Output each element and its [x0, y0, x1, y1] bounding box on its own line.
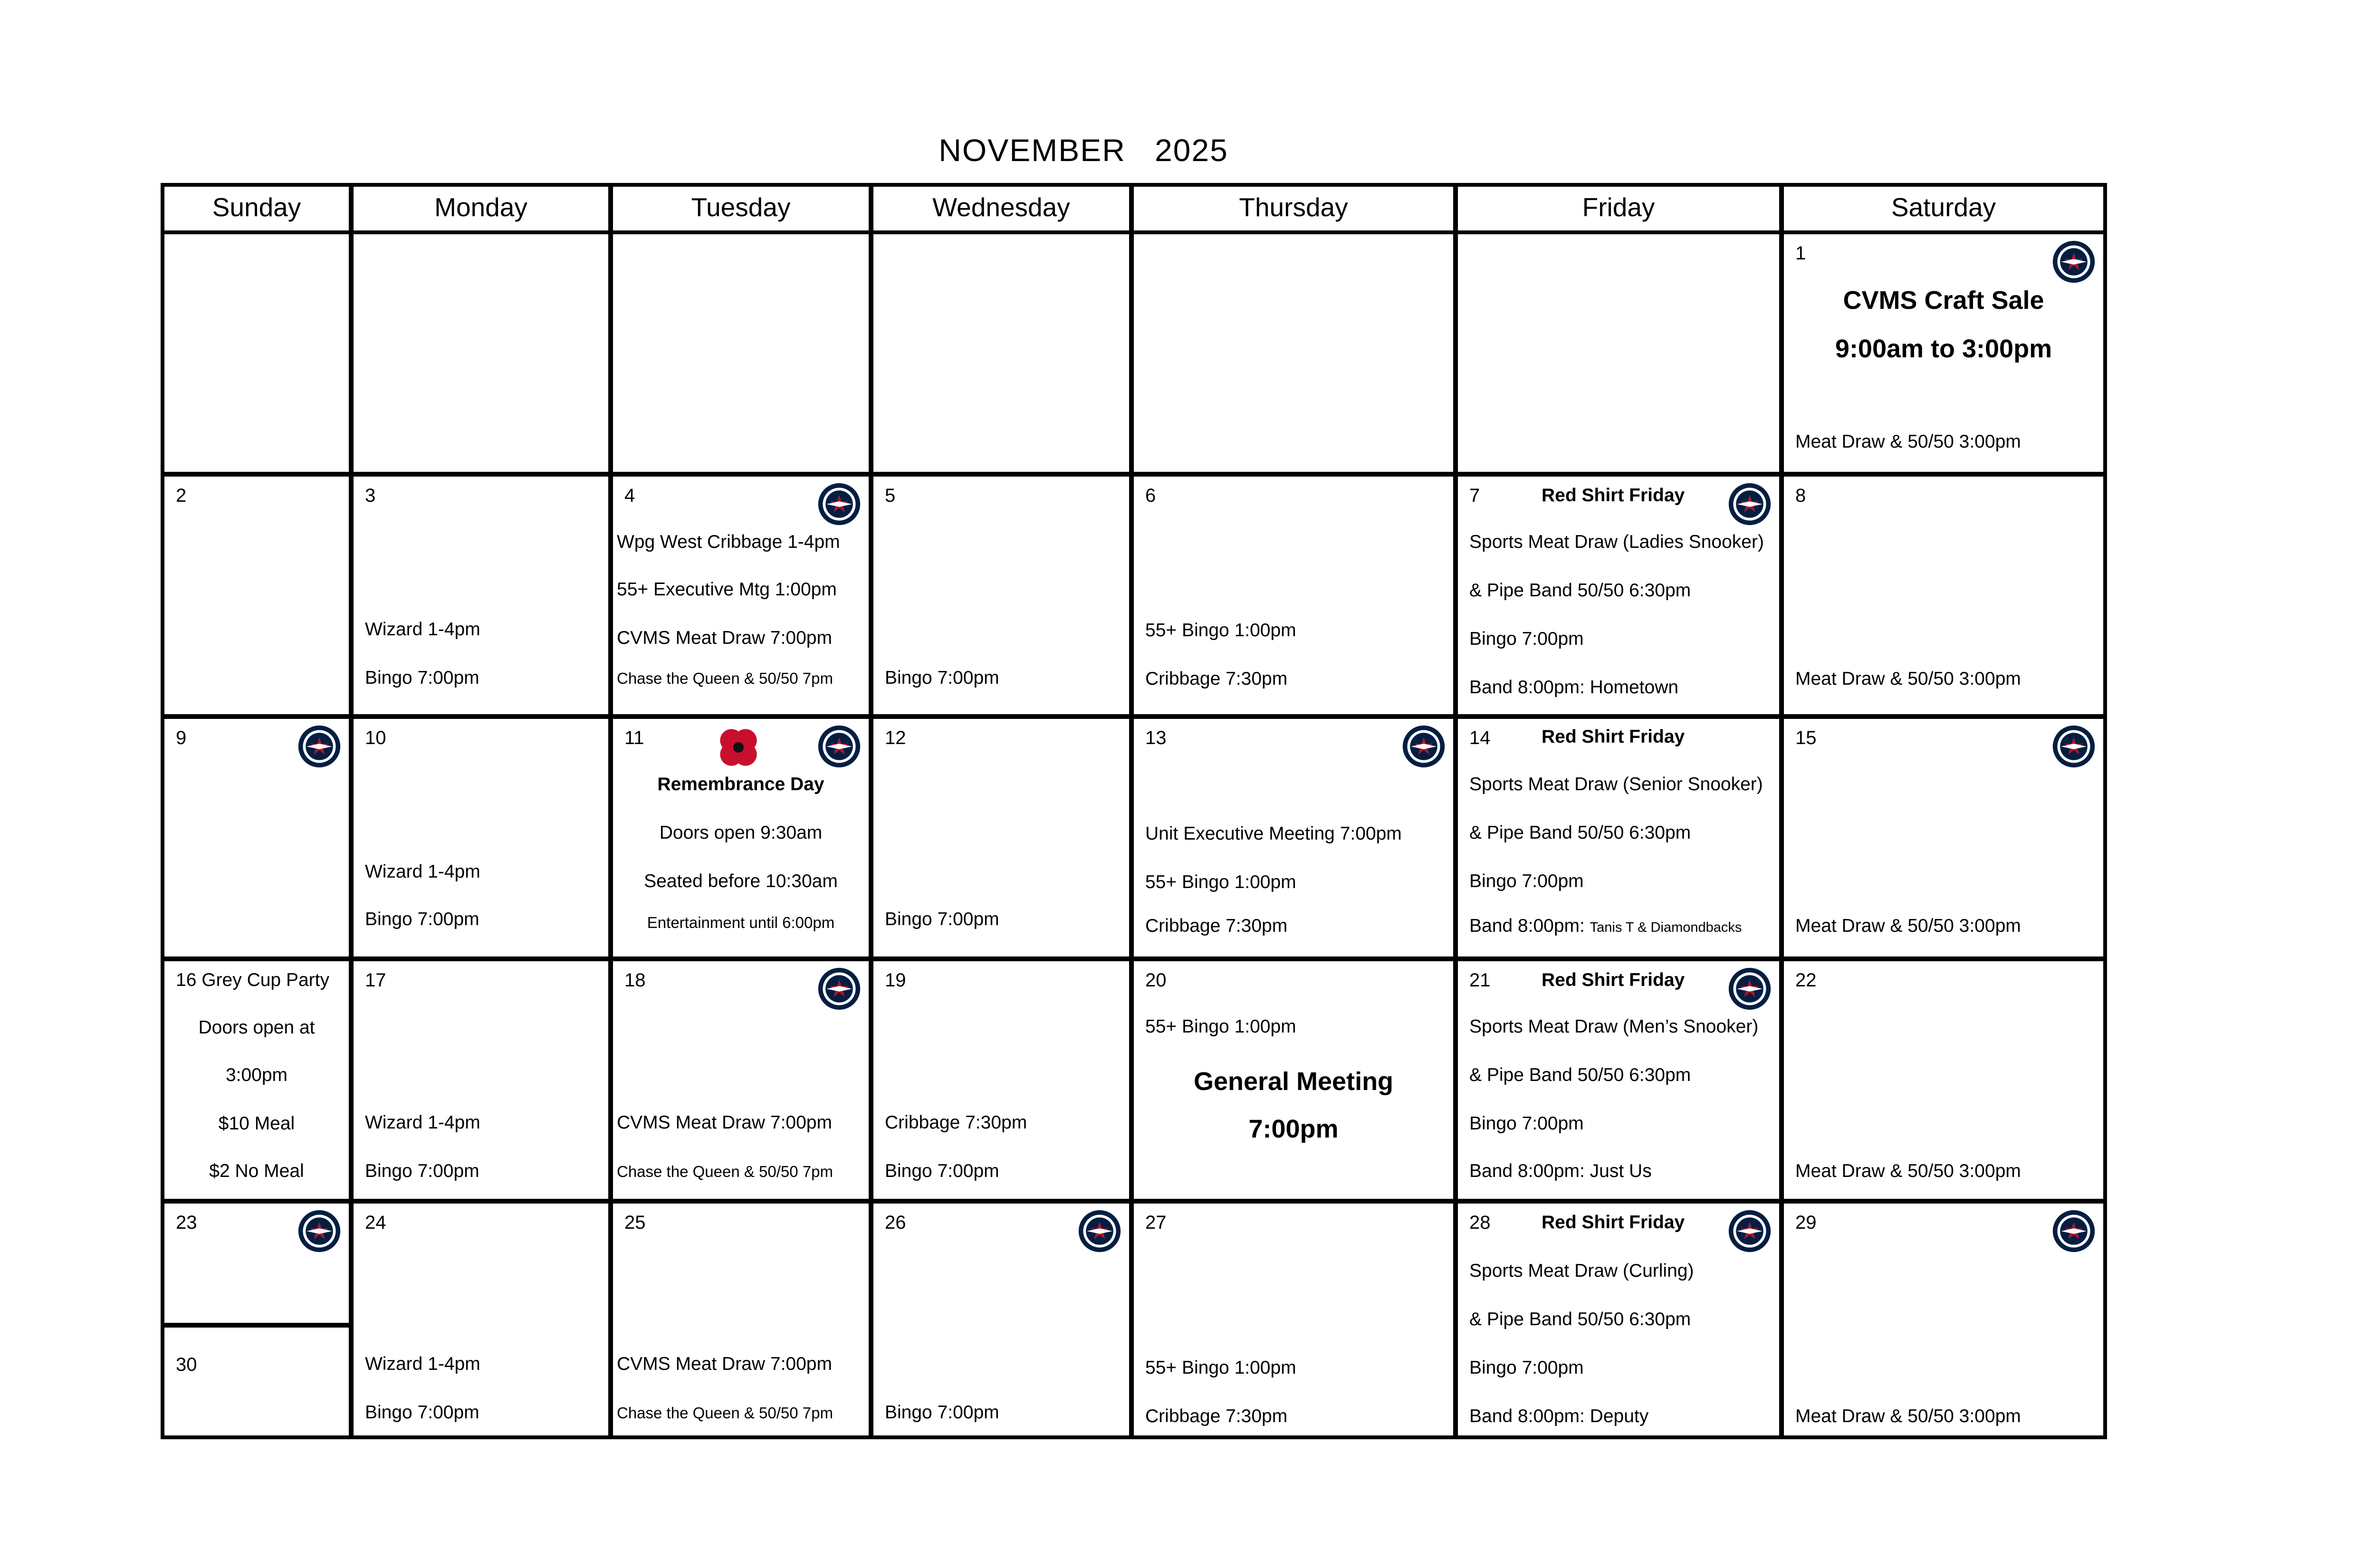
- day-number: 10: [365, 727, 386, 748]
- event-line: Doors open at: [198, 1017, 315, 1038]
- day-number: 19: [885, 970, 906, 991]
- day-number: 3: [365, 485, 376, 506]
- event-line: Meat Draw & 50/50 3:00pm: [1795, 669, 2021, 689]
- event-line: CVMS Meat Draw 7:00pm: [617, 1112, 832, 1133]
- day-cell-5: [873, 477, 1129, 714]
- jets-logo-icon: [2051, 1208, 2097, 1254]
- day-cell-4: [613, 477, 869, 714]
- event-line: Bingo 7:00pm: [1469, 1358, 1584, 1378]
- calendar-grid: [161, 183, 2107, 1439]
- header-monday: Monday: [434, 192, 527, 222]
- event-title: General Meeting: [1193, 1067, 1394, 1096]
- event-line: Band 8:00pm: Deputy: [1469, 1406, 1649, 1426]
- day-number: 12: [885, 727, 906, 748]
- day-number: 24: [365, 1212, 386, 1233]
- event-line: [1469, 916, 1742, 937]
- header-wednesday: Wednesday: [932, 192, 1070, 222]
- header-thursday: Thursday: [1239, 192, 1348, 222]
- day-number: 22: [1795, 970, 1817, 991]
- jets-logo-icon: [1727, 966, 1772, 1012]
- jets-logo-icon: [1077, 1208, 1122, 1254]
- event-line: Bingo 7:00pm: [885, 668, 999, 688]
- event-line: & Pipe Band 50/50 6:30pm: [1469, 822, 1691, 843]
- day-cell-10: [354, 719, 608, 956]
- day-cell-14: [1458, 719, 1779, 956]
- header-tuesday: Tuesday: [691, 192, 791, 222]
- event-title: CVMS Craft Sale: [1843, 286, 2044, 315]
- day-number: 13: [1145, 727, 1167, 748]
- event-line: Cribbage 7:30pm: [1145, 1406, 1288, 1426]
- event-line: Chase the Queen & 50/50 7pm: [617, 669, 833, 687]
- event-line: Cribbage 7:30pm: [1145, 916, 1288, 936]
- day-number: 16: [176, 970, 197, 990]
- day-number: 4: [624, 485, 635, 506]
- event-heading: Red Shirt Friday: [1542, 1212, 1685, 1233]
- day-number: 29: [1795, 1212, 1817, 1233]
- event-time: 9:00am to 3:00pm: [1835, 335, 2052, 363]
- day-number: 14: [1469, 727, 1491, 748]
- event-line: Band 8:00pm: Just Us: [1469, 1161, 1652, 1181]
- day-cell-22: [1784, 961, 2103, 1199]
- event-line: & Pipe Band 50/50 6:30pm: [1469, 1065, 1691, 1085]
- day-number: 18: [624, 970, 646, 991]
- day-cell-30: [164, 1328, 349, 1435]
- event-line: Bingo 7:00pm: [365, 1161, 479, 1181]
- event-line: Bingo 7:00pm: [1469, 1113, 1584, 1134]
- event-line: 55+ Bingo 1:00pm: [1145, 1358, 1296, 1378]
- day-number: 9: [176, 727, 187, 748]
- event-line: Bingo 7:00pm: [365, 1402, 479, 1423]
- event-line: Bingo 7:00pm: [1469, 871, 1584, 891]
- jets-logo-icon: [816, 724, 862, 769]
- day-cell-20: [1134, 961, 1453, 1199]
- band-label: Band 8:00pm:: [1469, 916, 1590, 936]
- day-number: 7: [1469, 485, 1480, 506]
- day-number: 2: [176, 485, 187, 506]
- event-line: Seated before 10:30am: [644, 871, 838, 891]
- event-line: Meat Draw & 50/50 3:00pm: [1795, 431, 2021, 452]
- event-line: Unit Executive Meeting 7:00pm: [1145, 823, 1402, 844]
- event-title: Grey Cup Party: [201, 970, 329, 990]
- jets-logo-icon: [297, 724, 342, 769]
- event-line: Chase the Queen & 50/50 7pm: [617, 1404, 833, 1422]
- day-cell-3: [354, 477, 608, 714]
- event-line: Sports Meat Draw (Curling): [1469, 1261, 1694, 1281]
- event-line: Meat Draw & 50/50 3:00pm: [1795, 1406, 2021, 1426]
- day-number: 28: [1469, 1212, 1491, 1233]
- event-line: Meat Draw & 50/50 3:00pm: [1795, 1161, 2021, 1181]
- day-number: 25: [624, 1212, 646, 1233]
- event-line: Cribbage 7:30pm: [1145, 669, 1288, 689]
- event-line: & Pipe Band 50/50 6:30pm: [1469, 580, 1691, 601]
- header-sunday: Sunday: [212, 192, 301, 222]
- event-line: Bingo 7:00pm: [365, 668, 479, 688]
- band-name: Tanis T & Diamondbacks: [1590, 920, 1742, 935]
- day-cell-15: [1784, 719, 2103, 956]
- event-line: 55+ Executive Mtg 1:00pm: [617, 579, 837, 600]
- event-time: 7:00pm: [1248, 1115, 1339, 1143]
- event-heading: Red Shirt Friday: [1542, 727, 1685, 747]
- jets-logo-icon: [2051, 239, 2097, 285]
- day-number: 8: [1795, 485, 1806, 506]
- day-cell-6: [1134, 477, 1453, 714]
- event-line: Sports Meat Draw (Ladies Snooker): [1469, 532, 1764, 552]
- event-line: Wizard 1-4pm: [365, 861, 480, 882]
- day-cell-25: [613, 1204, 869, 1435]
- jets-logo-icon: [816, 481, 862, 527]
- jets-logo-icon: [1401, 724, 1447, 769]
- day-cell-11: [613, 719, 869, 956]
- event-line: Doors open 9:30am: [659, 822, 823, 843]
- day-cell-18: [613, 961, 869, 1199]
- event-line: Bingo 7:00pm: [885, 1402, 999, 1423]
- event-line: Wizard 1-4pm: [365, 1354, 480, 1374]
- event-line: 55+ Bingo 1:00pm: [1145, 872, 1296, 892]
- header-saturday: Saturday: [1891, 192, 1996, 222]
- event-line: 3:00pm: [225, 1065, 288, 1085]
- jets-logo-icon: [1727, 1208, 1772, 1254]
- day-cell-13: [1134, 719, 1453, 956]
- event-line: Bingo 7:00pm: [365, 909, 479, 929]
- day-number: 6: [1145, 485, 1156, 506]
- day-cell-28: [1458, 1204, 1779, 1435]
- day-number: 30: [176, 1354, 197, 1375]
- event-line: Band 8:00pm: Hometown: [1469, 677, 1679, 698]
- day-cell-24: [354, 1204, 608, 1435]
- day-number: 26: [885, 1212, 906, 1233]
- day-cell-1: [1784, 234, 2103, 472]
- event-line: Wizard 1-4pm: [365, 619, 480, 640]
- event-line: Meat Draw & 50/50 3:00pm: [1795, 916, 2021, 936]
- day-number: 17: [365, 970, 386, 991]
- day-cell-9: [164, 719, 349, 956]
- day-cell-17: [354, 961, 608, 1199]
- jets-logo-icon: [816, 966, 862, 1012]
- day-number: 5: [885, 485, 896, 506]
- day-cell-7: [1458, 477, 1779, 714]
- jets-logo-icon: [1727, 481, 1772, 527]
- day-number: 20: [1145, 970, 1167, 991]
- day-number: 1: [1795, 243, 1806, 264]
- event-line: & Pipe Band 50/50 6:30pm: [1469, 1309, 1691, 1329]
- day-cell-19: [873, 961, 1129, 1199]
- jets-logo-icon: [297, 1208, 342, 1254]
- event-line: Sports Meat Draw (Senior Snooker): [1469, 774, 1763, 794]
- event-line: Entertainment until 6:00pm: [647, 914, 835, 931]
- calendar-title: NOVEMBER 2025: [939, 133, 1228, 168]
- day-cell-8: [1784, 477, 2103, 714]
- event-line: Bingo 7:00pm: [885, 909, 999, 929]
- day-cell-12: [873, 719, 1129, 956]
- event-heading: Red Shirt Friday: [1542, 970, 1685, 990]
- day-number: 15: [1795, 727, 1817, 748]
- header-friday: Friday: [1582, 192, 1655, 222]
- day-cell-2: [164, 477, 349, 714]
- poppy-icon: [717, 726, 760, 769]
- event-line: Chase the Queen & 50/50 7pm: [617, 1163, 833, 1180]
- event-line: Sports Meat Draw (Men’s Snooker): [1469, 1016, 1759, 1037]
- day-cell-23: [164, 1204, 349, 1323]
- event-line: Wizard 1-4pm: [365, 1112, 480, 1133]
- day-cell-27: [1134, 1204, 1453, 1435]
- event-line: Cribbage 7:30pm: [885, 1112, 1027, 1133]
- event-line: Bingo 7:00pm: [885, 1161, 999, 1181]
- event-heading: [176, 970, 329, 991]
- event-heading: Red Shirt Friday: [1542, 485, 1685, 506]
- event-line: 55+ Bingo 1:00pm: [1145, 1016, 1296, 1037]
- day-number: 11: [624, 727, 644, 748]
- event-line: $2 No Meal: [209, 1161, 304, 1181]
- day-cell-29: [1784, 1204, 2103, 1435]
- day-number: 21: [1469, 970, 1491, 991]
- event-line: 55+ Bingo 1:00pm: [1145, 620, 1296, 641]
- event-line: CVMS Meat Draw 7:00pm: [617, 628, 832, 648]
- event-line: CVMS Meat Draw 7:00pm: [617, 1354, 832, 1374]
- day-number: 23: [176, 1212, 197, 1233]
- day-number: 27: [1145, 1212, 1167, 1233]
- event-line: Bingo 7:00pm: [1469, 629, 1584, 649]
- event-line: Wpg West Cribbage 1-4pm: [617, 532, 840, 552]
- event-heading: Remembrance Day: [657, 774, 824, 794]
- day-cell-16: [164, 961, 349, 1199]
- day-cell-26: [873, 1204, 1129, 1435]
- jets-logo-icon: [2051, 724, 2097, 769]
- day-cell-21: [1458, 961, 1779, 1199]
- event-line: $10 Meal: [218, 1113, 295, 1134]
